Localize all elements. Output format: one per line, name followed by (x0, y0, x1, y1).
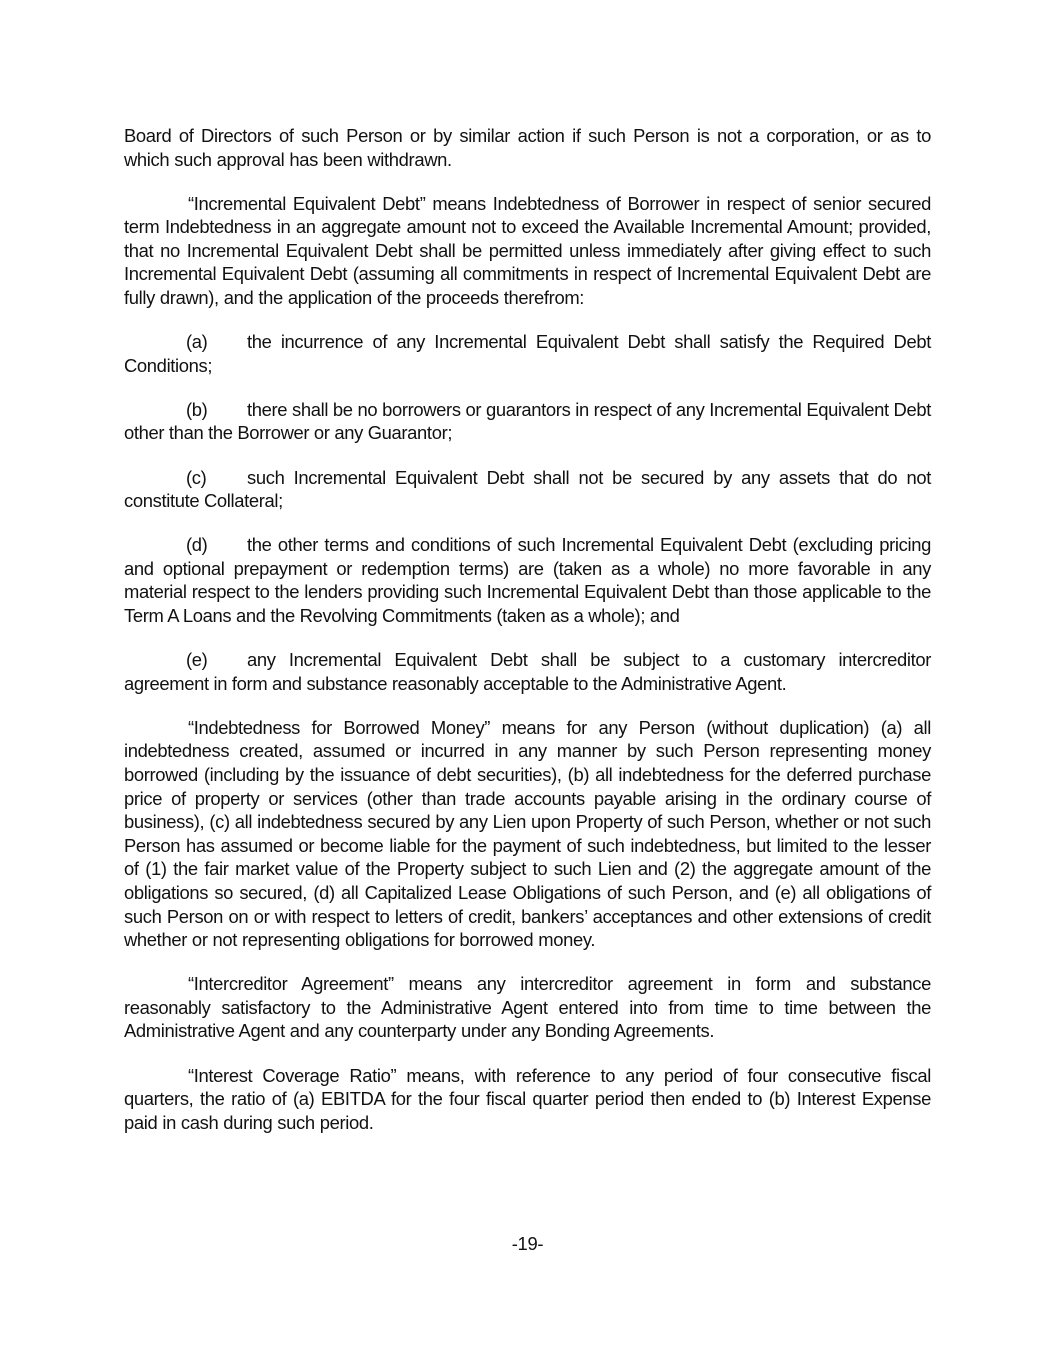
list-item-a (124, 330, 931, 377)
paragraph-continuation: Board of Directors of such Person or by similar action if such Person is not a corporation, or as to which such approval has been withdrawn. (124, 125, 931, 170)
list-item-d (124, 533, 931, 627)
list-item-text: the other terms and conditions of such Incremental Equivalent Debt (excluding pricing and optional prepayment or redemption terms) are (taken as a whole) no more favorable in any material respect to the lenders providing such Incremental Equivalent Debt than those applicable to the Term A Loans and the Revolving Commitments (taken as a whole); and (124, 534, 931, 626)
list-item-label: (c) (186, 466, 207, 488)
list-item-text: there shall be no borrowers or guarantors in respect of any Incremental Equivalent Debt other than the Borrower or any Guarantor; (124, 398, 931, 444)
list-item-label: (b) (186, 398, 208, 420)
list-item-c (124, 466, 931, 513)
list-item-text: such Incremental Equivalent Debt shall not be secured by any assets that do not constitute Collateral; (124, 466, 931, 512)
definition-interest-coverage-ratio: “Interest Coverage Ratio” means, with reference to any period of four consecutive fiscal quarters, the ratio of (a) EBITDA for the four fiscal quarter period then ended to (b) Interest Expense paid in cash during such period. (124, 1064, 931, 1133)
definition-intercreditor-agreement: “Intercreditor Agreement” means any intercreditor agreement in form and substance reasonably satisfactory to the Administrative Agent entered into from time to time between the Administrative Agent and any counterparty under any Bonding Agreements. (124, 973, 931, 1042)
list-item-label: (e) (186, 649, 208, 671)
document-page (124, 124, 931, 1155)
list-item-label: (d) (186, 534, 208, 556)
definition-indebtedness-for-borrowed-money: “Indebtedness for Borrowed Money” means for any Person (without duplication) (a) all indebtedness created, assumed or incurred in any manner by such Person representing money borrowed (including by the issuance of debt securities), (b) all indebtedness for the deferred purchase price of property or services (other than trade accounts payable arising in the ordinary course of business), (c) all indebtedness secured by any Lien upon Property of such Person, whether or not such Person has assumed or become liable for the payment of such indebtedness, but limited to the lesser of (1) the fair market value of the Property subject to such Lien and (2) the aggregate amount of the obligations so secured, (d) all Capitalized Lease Obligations of such Person, and (e) all obligations of such Person on or with respect to letters of credit, bankers’ acceptances and other extensions of credit whether or not representing obligations for borrowed money. (124, 716, 931, 951)
list-item-label: (a) (186, 331, 208, 353)
page-number: -19- (511, 1233, 544, 1254)
list-item-text: any Incremental Equivalent Debt shall be subject to a customary intercreditor agreement in form and substance reasonably acceptable to the Administrative Agent. (124, 649, 931, 694)
list-item-text: the incurrence of any Incremental Equivalent Debt shall satisfy the Required Debt Conditions; (124, 331, 931, 376)
definition-incremental-equivalent-debt: “Incremental Equivalent Debt” means Indebtedness of Borrower in respect of senior secured term Indebtedness in an aggregate amount not to exceed the Available Incremental Amount; provided, that no Incremental Equivalent Debt shall be permitted unless immediately after giving effect to such Incremental Equivalent Debt (assuming all commitments in respect of Incremental Equivalent Debt are fully drawn), and the application of the proceeds therefrom: (124, 192, 931, 309)
list-item-b (124, 398, 931, 445)
list-item-e (124, 648, 931, 695)
